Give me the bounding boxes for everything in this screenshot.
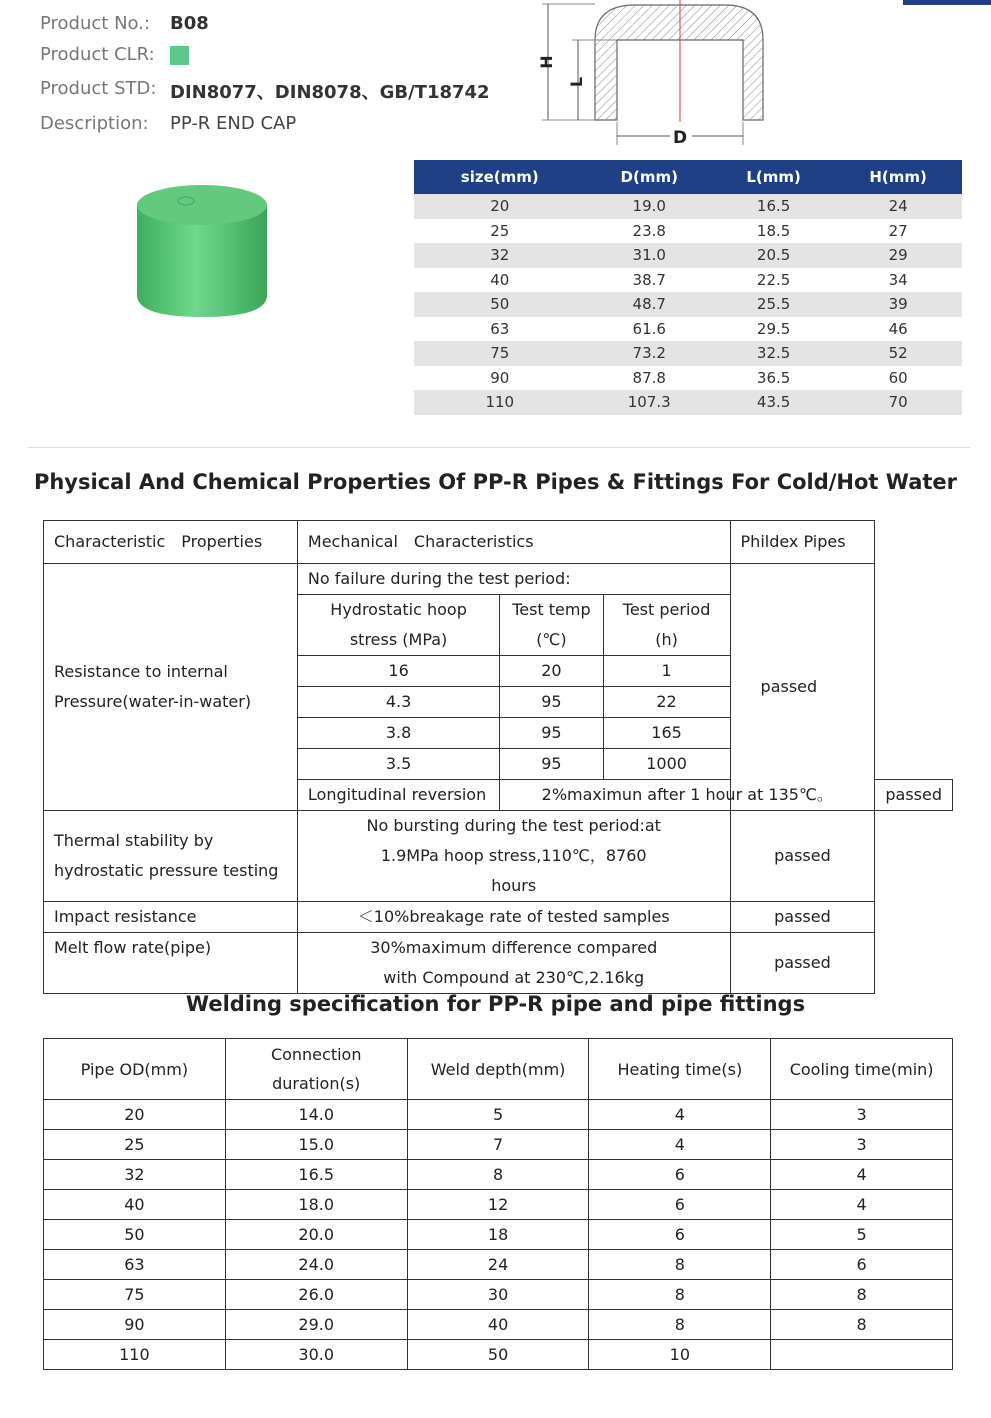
prop-desc: No bursting during the test period:at 1.9MPa hoop stress,110℃，8760 hours bbox=[297, 811, 730, 902]
dimension-row bbox=[414, 341, 962, 366]
dimension-cell: 48.7 bbox=[586, 292, 713, 317]
weld-cell: 10 bbox=[589, 1340, 771, 1370]
pressure-cell: 16 bbox=[297, 656, 499, 687]
weld-cell: 5 bbox=[407, 1100, 589, 1130]
props-header-mechanical: Mechanical Characteristics bbox=[297, 521, 730, 564]
weld-cell: 32 bbox=[44, 1160, 226, 1190]
dimension-cell: 52 bbox=[834, 341, 962, 366]
dimension-cell: 50 bbox=[414, 292, 586, 317]
weld-cell: 8 bbox=[589, 1250, 771, 1280]
props-header-result: Phildex Pipes bbox=[730, 521, 875, 564]
weld-cell: 90 bbox=[44, 1310, 226, 1340]
weld-cell: 26.0 bbox=[225, 1280, 407, 1310]
end-cap-image bbox=[134, 183, 270, 319]
pressure-cell: 20 bbox=[500, 656, 603, 687]
col-header: size(mm) bbox=[414, 160, 586, 194]
weld-cell: 5 bbox=[771, 1220, 953, 1250]
pressure-cell: 3.5 bbox=[297, 749, 499, 780]
weld-cell: 24 bbox=[407, 1250, 589, 1280]
weld-cell: 6 bbox=[771, 1250, 953, 1280]
dimension-cell: 20 bbox=[414, 194, 586, 219]
weld-cell: 30 bbox=[407, 1280, 589, 1310]
weld-cell: 16.5 bbox=[225, 1160, 407, 1190]
product-no-label: Product No.: bbox=[40, 13, 151, 34]
resist-label: Resistance to internal Pressure(water-in-water) bbox=[44, 564, 298, 811]
weld-title: Welding specification for PP-R pipe and pipe fittings bbox=[185, 992, 806, 1016]
dimension-cell: 32 bbox=[414, 243, 586, 268]
dim-h-label: H bbox=[537, 55, 556, 69]
pressure-cell: 4.3 bbox=[297, 687, 499, 718]
dimension-row bbox=[414, 292, 962, 317]
weld-col-header: Connection duration(s) bbox=[225, 1039, 407, 1100]
product-std-label: Product STD: bbox=[40, 78, 157, 99]
prop-label: Thermal stability by hydrostatic pressure testing bbox=[44, 811, 298, 902]
end-cap-diagram bbox=[530, 0, 770, 150]
pressure-cell: 95 bbox=[500, 749, 603, 780]
weld-cell: 18.0 bbox=[225, 1190, 407, 1220]
dimension-cell: 32.5 bbox=[713, 341, 834, 366]
prop-label: Longitudinal reversion bbox=[297, 780, 499, 811]
dimension-cell: 16.5 bbox=[713, 194, 834, 219]
weld-cell: 8 bbox=[589, 1280, 771, 1310]
dimension-cell: 90 bbox=[414, 366, 586, 391]
dimension-cell: 24 bbox=[834, 194, 962, 219]
weld-cell: 12 bbox=[407, 1190, 589, 1220]
prop-label: Impact resistance bbox=[44, 902, 298, 933]
weld-row bbox=[44, 1340, 953, 1370]
dimension-cell: 46 bbox=[834, 317, 962, 342]
dim-d-label: D bbox=[672, 128, 688, 148]
weld-row bbox=[44, 1190, 953, 1220]
dimension-row bbox=[414, 243, 962, 268]
dimension-table bbox=[414, 160, 962, 415]
dimension-cell: 25 bbox=[414, 219, 586, 244]
weld-row bbox=[44, 1160, 953, 1190]
weld-cell: 6 bbox=[589, 1190, 771, 1220]
col-header: L(mm) bbox=[713, 160, 834, 194]
dimension-row bbox=[414, 268, 962, 293]
prop-result: passed bbox=[730, 902, 875, 933]
dimension-cell: 73.2 bbox=[586, 341, 713, 366]
props-header-characteristic: Characteristic Properties bbox=[44, 521, 298, 564]
dimension-cell: 107.3 bbox=[586, 390, 713, 415]
weld-col-header: Pipe OD(mm) bbox=[44, 1039, 226, 1100]
weld-cell: 24.0 bbox=[225, 1250, 407, 1280]
weld-row bbox=[44, 1100, 953, 1130]
weld-cell: 8 bbox=[771, 1310, 953, 1340]
dimension-cell: 61.6 bbox=[586, 317, 713, 342]
pressure-cell: 1000 bbox=[603, 749, 730, 780]
pressure-cell: 3.8 bbox=[297, 718, 499, 749]
pressure-cell: 95 bbox=[500, 687, 603, 718]
product-no-row bbox=[40, 13, 209, 34]
product-std-row bbox=[40, 78, 490, 103]
no-failure-note: No failure during the test period: bbox=[297, 564, 730, 595]
dimension-cell: 70 bbox=[834, 390, 962, 415]
product-clr-label: Product CLR: bbox=[40, 44, 155, 65]
weld-cell: 29.0 bbox=[225, 1310, 407, 1340]
dimension-cell: 31.0 bbox=[586, 243, 713, 268]
weld-cell: 3 bbox=[771, 1130, 953, 1160]
dimension-row bbox=[414, 194, 962, 219]
product-no-value: B08 bbox=[170, 13, 209, 34]
pressure-cell: 95 bbox=[500, 718, 603, 749]
sub-header-temp: Test temp (℃) bbox=[500, 595, 603, 656]
dimension-row bbox=[414, 390, 962, 415]
weld-cell: 4 bbox=[771, 1190, 953, 1220]
weld-cell: 110 bbox=[44, 1340, 226, 1370]
weld-row bbox=[44, 1310, 953, 1340]
weld-cell bbox=[771, 1340, 953, 1370]
dimension-cell: 60 bbox=[834, 366, 962, 391]
weld-cell: 8 bbox=[771, 1280, 953, 1310]
weld-cell: 6 bbox=[589, 1160, 771, 1190]
weld-col-header: Heating time(s) bbox=[589, 1039, 771, 1100]
dim-l-label: L bbox=[567, 76, 586, 88]
product-desc-label: Description: bbox=[40, 113, 149, 134]
pressure-cell: 1 bbox=[603, 656, 730, 687]
product-desc-row bbox=[40, 113, 297, 134]
weld-cell: 18 bbox=[407, 1220, 589, 1250]
weld-cell: 15.0 bbox=[225, 1130, 407, 1160]
dimension-cell: 25.5 bbox=[713, 292, 834, 317]
dimension-cell: 38.7 bbox=[586, 268, 713, 293]
weld-cell: 40 bbox=[44, 1190, 226, 1220]
dimension-cell: 27 bbox=[834, 219, 962, 244]
prop-result: passed bbox=[875, 780, 953, 811]
section-divider bbox=[28, 447, 970, 448]
welding-table bbox=[43, 1038, 953, 1370]
dimension-row bbox=[414, 366, 962, 391]
dimension-cell: 63 bbox=[414, 317, 586, 342]
dimension-row bbox=[414, 317, 962, 342]
props-title: Physical And Chemical Properties Of PP-R Pipes & Fittings For Cold/Hot Water bbox=[33, 470, 958, 494]
sub-header-period: Test period (h) bbox=[603, 595, 730, 656]
top-accent-bar bbox=[903, 0, 991, 5]
weld-cell: 25 bbox=[44, 1130, 226, 1160]
dimension-cell: 39 bbox=[834, 292, 962, 317]
weld-row bbox=[44, 1130, 953, 1160]
weld-row bbox=[44, 1280, 953, 1310]
prop-result: passed bbox=[730, 933, 875, 994]
properties-table bbox=[43, 520, 953, 994]
weld-row bbox=[44, 1250, 953, 1280]
dimension-cell: 75 bbox=[414, 341, 586, 366]
dimension-row bbox=[414, 219, 962, 244]
prop-desc: ＜10%breakage rate of tested samples bbox=[297, 902, 730, 933]
dimension-cell: 110 bbox=[414, 390, 586, 415]
weld-cell: 30.0 bbox=[225, 1340, 407, 1370]
dimension-cell: 19.0 bbox=[586, 194, 713, 219]
weld-cell: 50 bbox=[407, 1340, 589, 1370]
weld-cell: 4 bbox=[589, 1100, 771, 1130]
dimension-table-header bbox=[414, 160, 962, 194]
weld-col-header: Weld depth(mm) bbox=[407, 1039, 589, 1100]
dimension-cell: 43.5 bbox=[713, 390, 834, 415]
weld-cell: 4 bbox=[589, 1130, 771, 1160]
pressure-cell: 165 bbox=[603, 718, 730, 749]
color-swatch bbox=[170, 46, 189, 65]
prop-desc: 2%maximun after 1 hour at 135℃。 bbox=[500, 780, 875, 811]
weld-cell: 20 bbox=[44, 1100, 226, 1130]
dimension-cell: 22.5 bbox=[713, 268, 834, 293]
prop-desc: 30%maximum difference compared with Compound at 230℃,2.16kg bbox=[297, 933, 730, 994]
weld-col-header: Cooling time(min) bbox=[771, 1039, 953, 1100]
dimension-cell: 36.5 bbox=[713, 366, 834, 391]
weld-row bbox=[44, 1220, 953, 1250]
weld-cell: 8 bbox=[407, 1160, 589, 1190]
weld-cell: 4 bbox=[771, 1160, 953, 1190]
product-std-value: DIN8077、DIN8078、GB/T18742 bbox=[170, 82, 490, 103]
dimension-cell: 29.5 bbox=[713, 317, 834, 342]
product-desc-value: PP-R END CAP bbox=[170, 113, 297, 134]
pressure-cell: 22 bbox=[603, 687, 730, 718]
prop-label: Melt flow rate(pipe) bbox=[44, 933, 298, 994]
weld-cell: 14.0 bbox=[225, 1100, 407, 1130]
dimension-cell: 23.8 bbox=[586, 219, 713, 244]
weld-cell: 6 bbox=[589, 1220, 771, 1250]
dimension-cell: 40 bbox=[414, 268, 586, 293]
weld-cell: 63 bbox=[44, 1250, 226, 1280]
col-header: H(mm) bbox=[834, 160, 962, 194]
dimension-cell: 87.8 bbox=[586, 366, 713, 391]
dimension-cell: 18.5 bbox=[713, 219, 834, 244]
weld-cell: 7 bbox=[407, 1130, 589, 1160]
weld-cell: 40 bbox=[407, 1310, 589, 1340]
weld-cell: 75 bbox=[44, 1280, 226, 1310]
weld-cell: 8 bbox=[589, 1310, 771, 1340]
dimension-cell: 34 bbox=[834, 268, 962, 293]
product-clr-row bbox=[40, 44, 155, 65]
weld-cell: 50 bbox=[44, 1220, 226, 1250]
weld-cell: 20.0 bbox=[225, 1220, 407, 1250]
weld-cell: 3 bbox=[771, 1100, 953, 1130]
prop-result: passed bbox=[730, 811, 875, 902]
sub-header-stress: Hydrostatic hoop stress (MPa) bbox=[297, 595, 499, 656]
col-header: D(mm) bbox=[586, 160, 713, 194]
dimension-cell: 29 bbox=[834, 243, 962, 268]
resist-result: passed bbox=[730, 564, 875, 811]
dimension-cell: 20.5 bbox=[713, 243, 834, 268]
